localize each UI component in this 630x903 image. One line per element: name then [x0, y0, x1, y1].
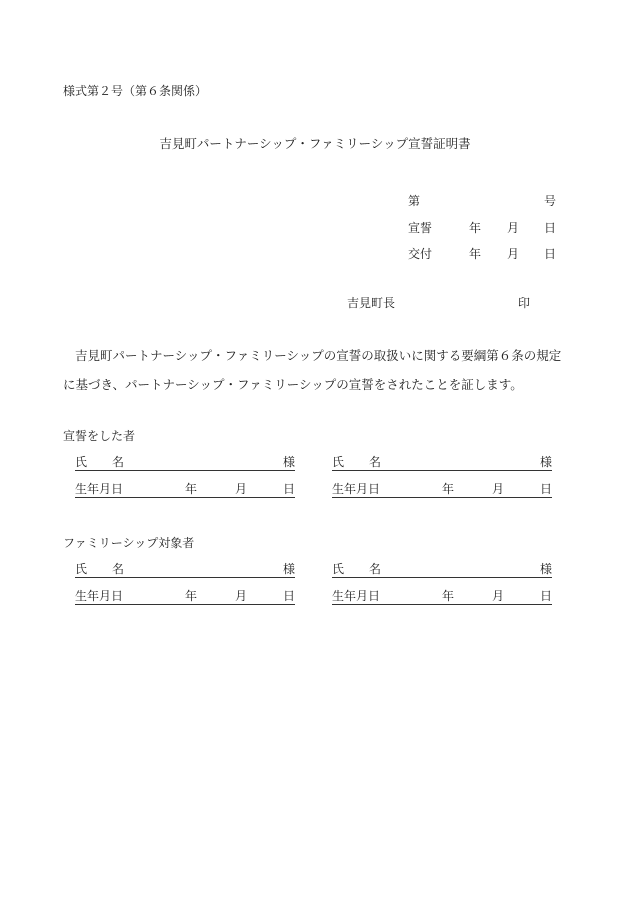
oath-taker-1-name-field[interactable] — [75, 455, 295, 471]
birth-day-label: 日 — [283, 482, 296, 496]
issue-month-label: 月 — [507, 247, 520, 261]
oath-year-label: 年 — [469, 221, 482, 235]
birthdate-label: 生年月日 — [75, 589, 124, 603]
number-suffix: 号 — [544, 194, 557, 208]
certificate-number-row — [408, 192, 557, 208]
seal-mark: 印 — [518, 296, 531, 310]
document-title: 吉見町パートナーシップ・ファミリーシップ宣誓証明書 — [159, 136, 471, 151]
birth-day-label: 日 — [540, 589, 553, 603]
honorific: 様 — [540, 562, 553, 576]
family-member-2-birthdate-field[interactable] — [332, 589, 552, 605]
birthdate-label: 生年月日 — [332, 482, 381, 496]
oath-taker-2-birthdate-field[interactable] — [332, 482, 552, 498]
issue-date-row — [408, 245, 557, 261]
honorific: 様 — [540, 455, 553, 469]
family-member-1-name-field[interactable] — [75, 562, 295, 578]
birth-year-label: 年 — [185, 589, 198, 603]
honorific: 様 — [283, 455, 296, 469]
name-label-1: 氏 — [75, 562, 88, 576]
issue-day-label: 日 — [544, 247, 557, 261]
family-member-1-birthdate-field[interactable] — [75, 589, 295, 605]
birth-month-label: 月 — [235, 482, 248, 496]
birth-month-label: 月 — [492, 589, 505, 603]
issue-date-label: 交付 — [408, 247, 433, 261]
oath-date-label: 宣誓 — [408, 221, 433, 235]
oath-date-row — [408, 219, 557, 235]
name-label-2: 名 — [112, 455, 125, 469]
name-label-2: 名 — [369, 455, 382, 469]
issue-year-label: 年 — [469, 247, 482, 261]
birth-year-label: 年 — [442, 482, 455, 496]
name-label-1: 氏 — [332, 455, 345, 469]
name-label-1: 氏 — [75, 455, 88, 469]
birthdate-label: 生年月日 — [332, 589, 381, 603]
birth-year-label: 年 — [185, 482, 198, 496]
certification-statement — [63, 341, 563, 399]
section-family-members: ファミリーシップ対象者 — [63, 536, 195, 550]
name-label-1: 氏 — [332, 562, 345, 576]
statement-line-2: に基づき、パートナーシップ・ファミリーシップの宣誓をされたことを証します。 — [63, 377, 523, 392]
oath-taker-2-name-field[interactable] — [332, 455, 552, 471]
section-oath-takers: 宣誓をした者 — [63, 429, 136, 443]
birth-month-label: 月 — [235, 589, 248, 603]
issuer-mayor: 吉見町長 — [347, 296, 396, 310]
form-number: 様式第２号（第６条関係） — [63, 84, 208, 98]
name-label-2: 名 — [112, 562, 125, 576]
family-member-2-name-field[interactable] — [332, 562, 552, 578]
name-label-2: 名 — [369, 562, 382, 576]
birthdate-label: 生年月日 — [75, 482, 124, 496]
honorific: 様 — [283, 562, 296, 576]
oath-month-label: 月 — [507, 221, 520, 235]
birth-year-label: 年 — [442, 589, 455, 603]
oath-day-label: 日 — [544, 221, 557, 235]
oath-taker-1-birthdate-field[interactable] — [75, 482, 295, 498]
birth-day-label: 日 — [540, 482, 553, 496]
statement-line-1: 吉見町パートナーシップ・ファミリーシップの宣誓の取扱いに関する要綱第６条の規定 — [75, 348, 562, 363]
birth-month-label: 月 — [492, 482, 505, 496]
birth-day-label: 日 — [283, 589, 296, 603]
number-prefix: 第 — [408, 194, 421, 208]
